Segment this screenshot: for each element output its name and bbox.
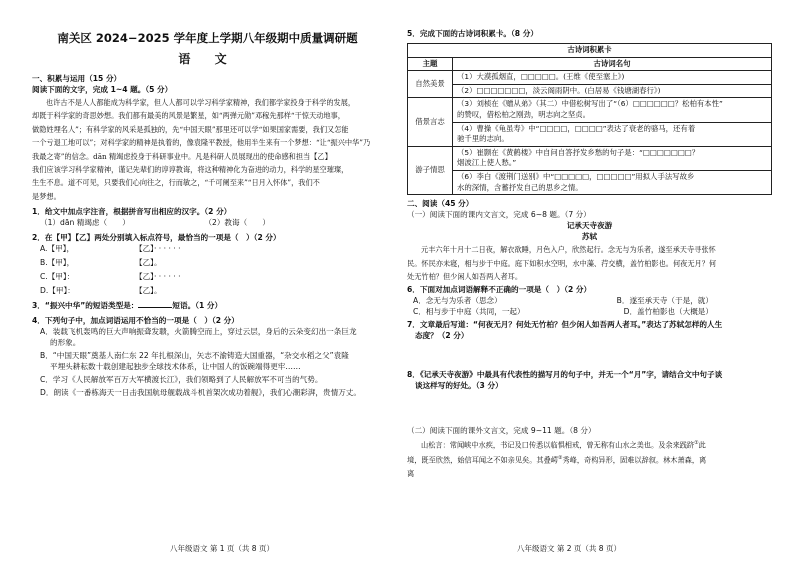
essay-author: 苏轼: [581, 232, 598, 242]
subject-title: 语 文: [178, 52, 237, 66]
question-3: 3．“振兴中华”的短语类型是： 短语。（1 分）: [32, 301, 223, 311]
q4-option-b[interactable]: B．“中国天眼”奠基人南仁东 22 年扎根深山，矢志不渝铸造大国重器，“杂交水稻之父”袁隆: [40, 351, 349, 361]
question-8: 8．《记承天寺夜游》中最具有代表性的描写月的句子中，并无一个“月”字，请结合文中句子谈: [407, 370, 723, 380]
essay-line: 元丰六年十月十二日夜，解衣欲睡，月色入户，欣然起行。念无与为乐者，遂至承天寺寻张怀: [421, 245, 716, 255]
q2-option-d[interactable]: D.【甲】：: [40, 286, 75, 296]
essay-line: 处无竹柏？但少闲人如吾两人者耳。: [407, 271, 523, 281]
q4-option-d[interactable]: D．朗读《一番栋海天一日击我国航母舰载战斗机首架次成功着舰》，我们心潮彩湃，贵情万丈。: [40, 388, 361, 398]
theme-homesick: 游子情思: [408, 146, 453, 194]
q8-answer-area[interactable]: [407, 391, 772, 425]
theme-aspiration: 借景言志: [408, 98, 453, 146]
subsection-heading: （二）阅读下面的课外文言文，完成 9~11 题。（8 分）: [407, 426, 596, 436]
poem-row[interactable]: （6）李白《渡荆门送别》中“□□□□□，□□□□□”用拟人手法写故乡 水的深情，含蓄抒发自己的思乡之情。: [453, 170, 772, 194]
q2-option-a-2: 【乙】· · · · · ·: [135, 244, 181, 254]
q4-option-b-cont: 平埋头耕耘数十载创建起独步全球技术体系，让中国人的饭碗端得更牢……: [50, 362, 301, 372]
extra-text-line: 离: [407, 468, 415, 478]
q2-option-c[interactable]: C.【甲】：: [40, 272, 75, 282]
passage-line: 却既于科学家的奇思妙想。我们都有最美的风景是繁星，如“两弹元勋”邓稼先那样“干惊天动地事，: [32, 111, 345, 121]
q3-answer-blank[interactable]: [138, 307, 172, 308]
passage-line: 一个亏退工地可以”；对科学家的精神是执着的，像袁隆平教授，他用半生来有一个梦想：“让“振兴中华”乃: [32, 138, 371, 148]
question-7: 7．文章最后写道：“何夜无月？何处无竹柏？但少闲人如吾两人者耳。”表达了苏轼怎样的人生: [407, 320, 723, 330]
theme-nature: 自然美景: [408, 71, 453, 98]
q6-option-a[interactable]: A．念无与为乐者（思念）: [413, 296, 502, 306]
poem-row[interactable]: （5）崔颢在《黄鹤楼》中自问自答抒发乡愁的句子是：“□□□□□□□？ 烟波江上使人愁。”: [453, 146, 772, 170]
poem-row[interactable]: （4）曹操《龟虽寿》中“□□□□，□□□□”表达了衰老的骆马，还有着 驰千里的志向。: [453, 122, 772, 146]
poem-card-table: [407, 43, 772, 195]
passage-line: 是梦想。: [32, 191, 61, 201]
instruction: 阅读下面的文字，完成 1~4 题。（5 分）: [32, 85, 173, 94]
exam-page-2: [397, 0, 794, 564]
question-5: 5．完成下面的古诗词积累卡。（8 分）: [407, 29, 538, 38]
subsection-heading: （一）阅读下面的课内文言文，完成 6~8 题。（7 分）: [407, 210, 591, 220]
passage-line: 做隐姓埋名人”；有科学家的风采是孤独的，先“中国天眼”那里还可以学“如果国家需要，我们又怎能: [32, 124, 349, 134]
q6-option-b[interactable]: B．遂至承天寺（于是，就）: [616, 296, 713, 306]
question-6: 6．下面对加点词语解释不正确的一项是（ ）（2 分）: [407, 285, 592, 295]
question-1: 1．给文中加点字注音，根据拼音写出相应的汉字。（2 分）: [32, 207, 232, 217]
q6-option-c[interactable]: C．相与步于中庭（共同，一起）: [413, 307, 525, 317]
poem-row[interactable]: （3）刘桢在《赠从弟》（其二）中借松树写出了“（6）□□□□□□？松柏有本性” 的赞叹，借松柏之刚劲，明志向之坚贞。: [453, 98, 772, 122]
essay-title: 记承天寺夜游: [566, 221, 613, 231]
question-7-cont: 态度？（2 分）: [415, 331, 469, 341]
passage-line: 也许古不是人人都能成为科学家，但人人都可以学习科学家精神，我们都学家投身于科学的发展，: [46, 98, 356, 107]
card-title: 古诗词积累卡: [408, 44, 772, 58]
q4-option-a-cont: 的形象。: [50, 338, 81, 348]
col-theme: 主题: [408, 57, 453, 71]
poem-row[interactable]: （1）大漠孤烟直，□□□□□。(王维《使至塞上》): [453, 71, 772, 85]
question-4: 4．下列句子中，加点词语运用不恰当的一项是（ ）（2 分）: [32, 316, 239, 326]
q1-item-2[interactable]: （2）教诲（ ）: [204, 218, 270, 228]
passage-line: 生生不息。道不可见，只要我们心向往之，行而敏之，“千可阑至来”“日月入怀体”，我们不: [32, 178, 320, 188]
passage-line: 我们应该学习科学家精神，谨记先辈们的谆谆教诲，将这种精神化为奋进的动力，科学的星空璀璨，: [32, 165, 349, 175]
q1-item-1[interactable]: （1）dān 精竭虑（ ）: [40, 218, 130, 228]
q7-answer-area[interactable]: [407, 341, 772, 369]
q6-option-d[interactable]: D．盖竹柏影也（大概是）: [623, 307, 713, 317]
question-8-cont: 谈这样写的好处。（3 分）: [415, 381, 503, 391]
extra-text-line: 境，既至欣然，始信耳闻之不如亲见矣。其叠崿②秀峰，奇构异形，固难以辞叙。林木萧森，离: [407, 455, 707, 465]
section-heading: 一、积累与运用（15 分）: [32, 74, 122, 83]
passage-line: 我最之寄”的信念。dān 精竭虑投身于科研事业中。凡是科研人员展现出的使命感和担当【乙】: [32, 151, 332, 161]
col-poem: 古诗词名句: [453, 57, 772, 71]
q2-option-c-2: 【乙】· · · · · ·: [135, 272, 181, 282]
exam-title: 南关区 2024−2025 学年度上学期八年级期中质量调研题: [57, 31, 358, 45]
q4-option-c[interactable]: C．学习《人民解放军百万大军横渡长江》，我们领略到了人民解放军不可当的气势。: [40, 375, 323, 385]
section-heading: 二、阅读（45 分）: [407, 199, 474, 209]
essay-line: 民。怀民亦未寝，相与步于中庭。庭下如积水空明，水中藻、荇交横，盖竹柏影也。何夜无月？何: [407, 258, 717, 268]
page-footer: 八年级语文 第 1 页（共 8 页）: [170, 544, 274, 553]
poem-row[interactable]: （2）□□□□□□□，淡云阁雨阴中。(白居易《钱塘湖春行》): [453, 84, 772, 98]
q4-option-a[interactable]: A．装载飞机轰鸣的巨大声响振聋发聩，火箭腾空而上，穿过云层，身后的云朵变幻出一条巨龙: [40, 327, 357, 337]
q2-option-d-2: 【乙】。: [135, 286, 162, 296]
question-2: 2．在【甲】【乙】两处分别填入标点符号，最恰当的一项是（ ）（2 分）: [32, 233, 281, 243]
q2-option-b[interactable]: B.【甲】，: [40, 258, 75, 268]
extra-text-line: 山松言：常闻峡中水疾，书记及口传悉以临惧相戒，曾无称有山水之美也。及余来践跻①此: [421, 440, 706, 450]
q2-option-b-2: 【乙】。: [135, 258, 162, 268]
page-footer: 八年级语文 第 2 页（共 8 页）: [517, 544, 621, 553]
q2-option-a[interactable]: A.【甲】，: [40, 244, 75, 254]
